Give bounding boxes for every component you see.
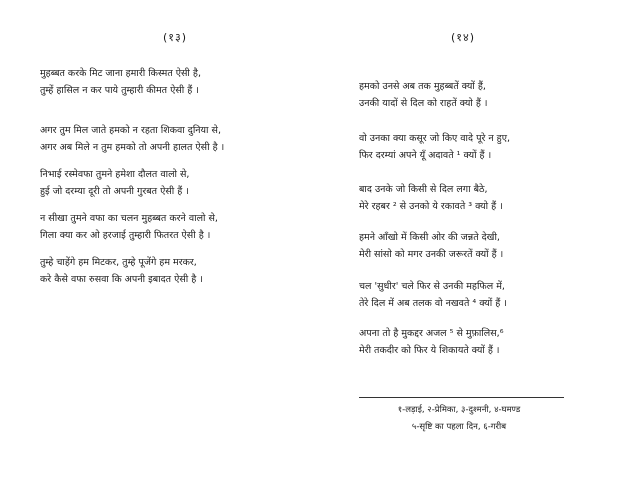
verse-line: करे कैसे वफा रुसवा कि अपनी इबादत ऐसी है । — [40, 274, 203, 285]
verse-line: गिला क्या कर ओ हरजाई तुम्हारी फितरत ऐसी है । — [40, 230, 211, 241]
right-page — [319, 0, 638, 493]
stanza — [359, 325, 504, 359]
verse-line: तुम्हें हासिल न कर पाये तुम्हारी कीमत ऐसी हैं । — [40, 85, 199, 96]
verse-line: अपना तो है मुकद्दर अजल ⁵ से मुफ़ालिस,⁶ — [359, 328, 504, 339]
stanza — [359, 181, 503, 215]
footnote-line: १-लड़ाई, २-प्रेमिका, ३-दुश्मनी, ४-घमण्ड — [397, 405, 521, 415]
verse-line: तुम्हे चाहेंगे हम मिटकर, तुम्हे पूजेंगे हम मरकर, — [40, 257, 197, 268]
stanza — [40, 254, 203, 288]
stanza — [359, 278, 507, 312]
verse-line: वो उनका क्या कसूर जो किए वादे पूरे न हुए, — [359, 133, 510, 144]
verse-line: हमको उनसे अब तक मुहब्बतें क्यों हैं, — [359, 81, 486, 92]
page-number: (१४) — [451, 31, 476, 44]
stanza — [359, 78, 488, 112]
verse-line: हमने आँखो में किसी ओर की जन्नते देखी, — [359, 232, 500, 243]
verse-line: मेरी तकदीर को फिर ये शिकायते क्यों हैं । — [359, 345, 500, 356]
verse-line: अगर तुम मिल जाते हमको न रहता शिकवा दुनिया से, — [40, 125, 221, 136]
verse-line: मेरी सांसो को मगर उनकी जरूरतें क्यों हैं । — [359, 249, 504, 260]
stanza — [40, 122, 224, 156]
footnotes — [319, 402, 599, 436]
verse-line: फिर दरम्यां अपने यूँ अदावते ¹ क्यों हैं । — [359, 150, 492, 161]
stanza — [359, 229, 503, 263]
stanza — [40, 210, 218, 244]
verse-line: उनकी यादों से दिल को राहतें क्यो हैं । — [359, 98, 488, 109]
verse-line: तेरे दिल में अब तलक वो नखवते ⁴ क्यों हैं । — [359, 298, 507, 309]
footnote-line: ५-सृष्टि का पहला दिन, ६-गरीब — [411, 422, 507, 432]
stanza — [40, 65, 201, 99]
verse-line: बाद उनके जो किसी से दिल लगा बैठे, — [359, 184, 488, 195]
verse-line: हुई जो दरम्या दूरी तो अपनी गुरबत ऐसी हैं । — [40, 186, 189, 197]
verse-line: अगर अब मिले न तुम हमको तो अपनी हालत ऐसी है । — [40, 142, 225, 153]
verse-line: चल 'सुधीर' चले फिर से उनकी महफिल में, — [359, 281, 505, 292]
stanza — [359, 130, 510, 164]
footnote-divider — [359, 397, 564, 398]
verse-line: निभाई रस्मेवफा तुमने हमेशा दौलत वालो से, — [40, 169, 190, 180]
verse-line: न सीखा तुमने वफा का चलन मुहब्बत करने वालो से, — [40, 213, 218, 224]
page-number: (१३) — [163, 31, 188, 44]
stanza — [40, 166, 189, 200]
verse-line: मुहब्बत करके मिट जाना हमारी किस्मत ऐसी है, — [40, 68, 201, 79]
verse-line: मेरे रहबर ² से उनको ये रकावते ³ क्यो हैं । — [359, 201, 503, 212]
